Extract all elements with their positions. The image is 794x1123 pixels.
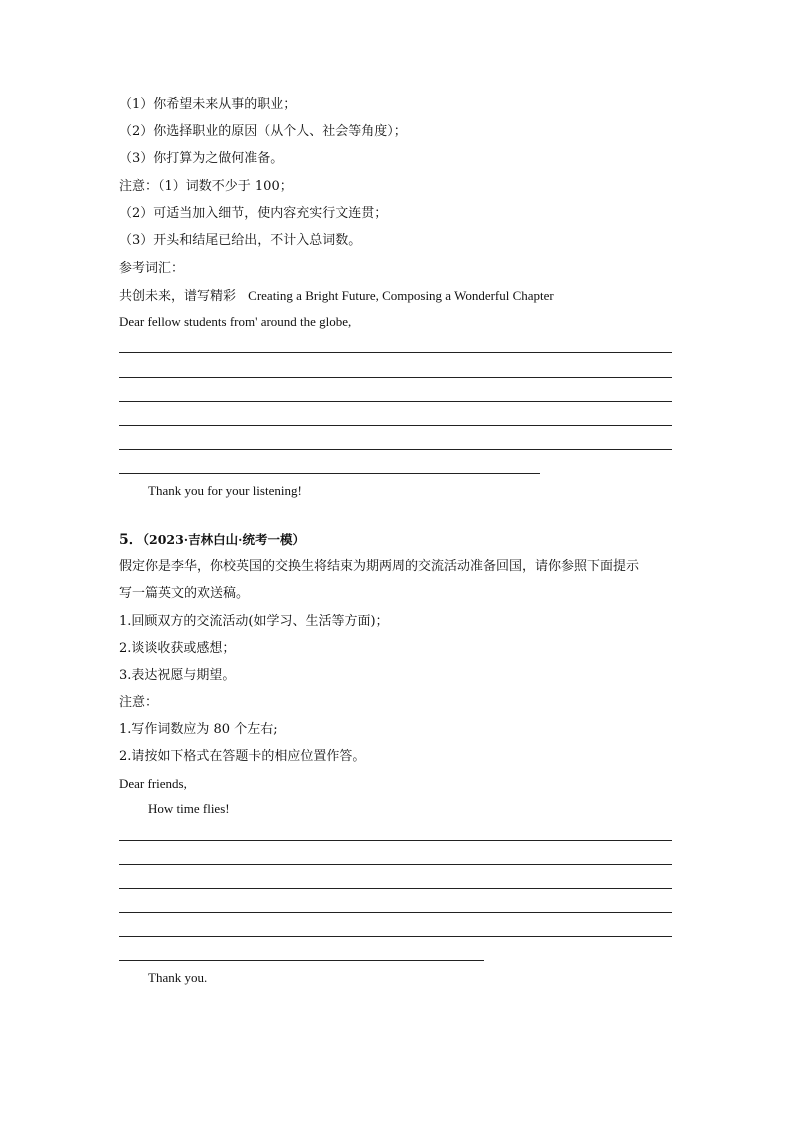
q5-prompt-line-1: 假定你是李华，你校英国的交换生将结束为期两周的交流活动准备回国，请你参照下面提示 <box>119 559 640 574</box>
q5-answer-line[interactable] <box>119 888 672 889</box>
q5-notes-label: 注意： <box>119 695 159 710</box>
q5-point-2: 2.谈谈收获或感想； <box>119 641 236 656</box>
q4-vocab-english: Creating a Bright Future, Composing a Wonderful Chapter <box>248 288 554 303</box>
q5-note-2: 2.请按如下格式在答题卡的相应位置作答。 <box>119 749 366 764</box>
q5-answer-line[interactable] <box>119 864 672 865</box>
q5-source: （2023·吉林白山·统考一模） <box>142 532 305 547</box>
q4-answer-line[interactable] <box>119 352 672 353</box>
q5-greeting: Dear friends, <box>119 776 187 791</box>
q4-greeting: Dear fellow students from' around the globe, <box>119 314 352 329</box>
q5-note-1: 1.写作词数应为 80 个左右; <box>119 722 278 737</box>
q5-point-3: 3.表达祝愿与期望。 <box>119 668 236 683</box>
q4-note-2: （2）可适当加入细节，使内容充实行文连贯； <box>119 206 388 221</box>
q5-closing: Thank you. <box>148 970 208 985</box>
q4-vocab-chinese: 共创未来，谱写精彩 <box>119 289 237 304</box>
q5-opening: How time flies! <box>148 801 230 816</box>
q4-answer-line[interactable] <box>119 425 672 426</box>
q5-heading <box>119 531 305 550</box>
q4-point-1: （1）你希望未来从事的职业； <box>119 97 297 112</box>
q4-answer-line[interactable] <box>119 449 672 450</box>
q5-prompt-line-2: 写一篇英文的欢送稿。 <box>119 586 250 601</box>
q5-point-1: 1.回顾双方的交流活动(如学习、生活等方面)； <box>119 614 389 629</box>
q4-notes-label: 注意：（1）词数不少于 100； <box>119 179 293 194</box>
q4-point-3: （3）你打算为之做何准备。 <box>119 151 284 166</box>
q4-answer-line[interactable] <box>119 377 672 378</box>
q4-answer-line-short[interactable] <box>119 473 540 474</box>
q4-vocab-line <box>119 287 554 306</box>
q5-number: 5． <box>119 532 143 548</box>
q5-answer-line[interactable] <box>119 912 672 913</box>
q4-point-2: （2）你选择职业的原因（从个人、社会等角度）； <box>119 124 407 139</box>
q4-vocab-label: 参考词汇： <box>119 261 185 276</box>
q4-answer-line[interactable] <box>119 401 672 402</box>
q4-note-3: （3）开头和结尾已给出，不计入总词数。 <box>119 233 362 248</box>
q4-closing: Thank you for your listening! <box>148 483 302 498</box>
q5-answer-line-short[interactable] <box>119 960 484 961</box>
q5-answer-line[interactable] <box>119 936 672 937</box>
q5-answer-line[interactable] <box>119 840 672 841</box>
